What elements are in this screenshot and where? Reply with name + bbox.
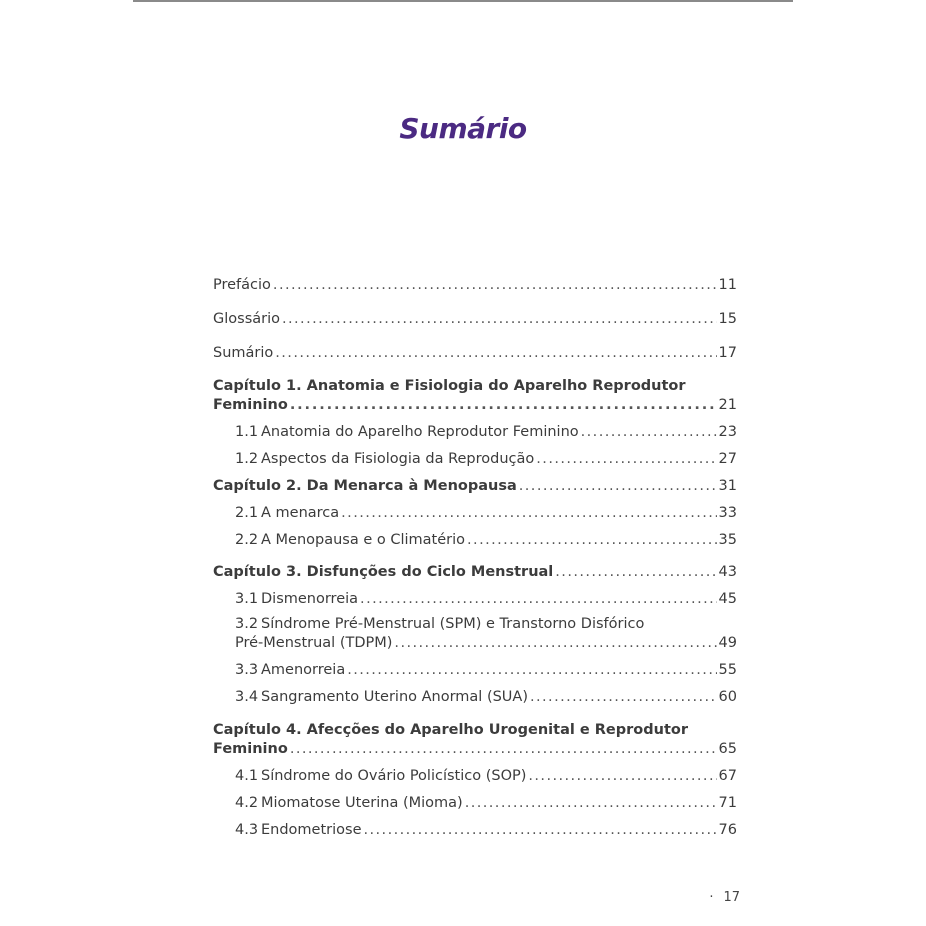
toc-entry-page: 55 <box>718 662 737 678</box>
section-number: 3.3 <box>235 662 259 678</box>
toc-entry-page: 49 <box>718 635 737 651</box>
toc-entry-page: 31 <box>718 478 737 494</box>
toc-entry-label: Glossário <box>213 311 280 327</box>
toc-entry-label: Sumário <box>213 345 274 361</box>
leader-dots <box>290 740 717 758</box>
toc-chapter-3[interactable] <box>213 563 737 581</box>
chapter-title-line2: Feminino <box>213 741 288 757</box>
top-rule <box>133 0 793 2</box>
leader-dots <box>347 661 716 679</box>
leader-dots <box>275 344 716 362</box>
section-number: 1.2 <box>235 451 259 467</box>
section-number: 1.1 <box>235 424 259 440</box>
section-number: 2.1 <box>235 505 259 521</box>
toc-entry-label: Prefácio <box>213 277 271 293</box>
section-label: Aspectos da Fisiologia da Reprodução <box>261 451 535 467</box>
toc-section-3-1[interactable] <box>213 590 737 608</box>
chapter-title-line2-row <box>213 740 737 758</box>
toc-section-4-3[interactable] <box>213 821 737 839</box>
toc-entry-page: 45 <box>718 591 737 607</box>
leader-dots <box>341 504 716 522</box>
toc-chapter-1[interactable] <box>213 376 737 414</box>
section-label-line2-row <box>213 634 737 652</box>
leader-dots <box>364 821 717 839</box>
toc-entry-page: 67 <box>718 768 737 784</box>
toc-section-3-2[interactable] <box>213 615 737 652</box>
toc-entry-page: 21 <box>718 397 737 413</box>
section-label: Amenorreia <box>261 662 346 678</box>
chapter-title: Capítulo 3. Disfunções do Ciclo Menstrual <box>213 564 554 580</box>
leader-dots <box>467 531 717 549</box>
toc-section-1-2[interactable] <box>213 450 737 468</box>
chapter-title-line2-row <box>213 396 737 414</box>
section-label: Anatomia do Aparelho Reprodutor Feminino <box>261 424 579 440</box>
section-label: Endometriose <box>261 822 362 838</box>
section-label: Miomatose Uterina (Mioma) <box>261 795 463 811</box>
toc-chapter-2[interactable] <box>213 477 737 495</box>
toc-section-4-2[interactable] <box>213 794 737 812</box>
section-label-line1-row <box>213 615 737 634</box>
leader-dots <box>519 477 717 495</box>
toc-section-3-3[interactable] <box>213 661 737 679</box>
leader-dots <box>555 563 716 581</box>
section-label: A menarca <box>261 505 340 521</box>
leader-dots <box>530 688 717 706</box>
toc-entry-page: 11 <box>718 277 737 293</box>
toc-entry-prefacio[interactable] <box>213 276 737 294</box>
chapter-title: Capítulo 2. Da Menarca à Menopausa <box>213 478 517 494</box>
toc-entry-page: 71 <box>718 795 737 811</box>
leader-dots <box>581 423 717 441</box>
section-number: 3.4 <box>235 689 259 705</box>
section-label: Dismenorreia <box>261 591 359 607</box>
toc-section-3-4[interactable] <box>213 688 737 706</box>
section-label: Sangramento Uterino Anormal (SUA) <box>261 689 528 705</box>
toc-entry-page: 17 <box>718 345 737 361</box>
section-number: 4.2 <box>235 795 259 811</box>
toc-entry-sumario[interactable] <box>213 344 737 362</box>
section-number: 2.2 <box>235 532 259 548</box>
toc-entry-page: 27 <box>718 451 737 467</box>
chapter-title-line2: Feminino <box>213 397 288 413</box>
leader-dots <box>282 310 717 328</box>
toc-chapter-4[interactable] <box>213 720 737 758</box>
chapter-title-line1: Capítulo 1. Anatomia e Fisiologia do Aparelho Reprodutor <box>213 378 686 394</box>
leader-dots <box>290 396 717 414</box>
leader-dots <box>528 767 716 785</box>
chapter-title-line1: Capítulo 4. Afecções do Aparelho Urogenital e Reprodutor <box>213 722 688 738</box>
section-number: 3.1 <box>235 591 259 607</box>
toc-entry-page: 76 <box>718 822 737 838</box>
table-of-contents <box>213 276 737 839</box>
toc-entry-page: 23 <box>718 424 737 440</box>
section-label: A Menopausa e o Climatério <box>261 532 466 548</box>
section-number: 4.1 <box>235 768 259 784</box>
toc-section-1-1[interactable] <box>213 423 737 441</box>
section-number: 3.2 <box>235 616 259 632</box>
toc-section-4-1[interactable] <box>213 767 737 785</box>
toc-entry-glossario[interactable] <box>213 310 737 328</box>
leader-dots <box>394 634 716 652</box>
page-title: Sumário <box>399 112 527 145</box>
toc-entry-page: 15 <box>718 311 737 327</box>
page-number: 17 <box>723 890 740 905</box>
toc-entry-page: 65 <box>718 741 737 757</box>
section-label-line2: Pré-Menstrual (TDPM) <box>235 635 393 651</box>
footer-separator: · <box>709 890 714 905</box>
leader-dots <box>536 450 716 468</box>
toc-entry-page: 33 <box>718 505 737 521</box>
toc-entry-page: 35 <box>718 532 737 548</box>
leader-dots <box>360 590 717 608</box>
section-label: Síndrome Pré-Menstrual (SPM) e Transtorno Disfórico <box>261 616 645 632</box>
page-footer <box>700 890 740 905</box>
toc-section-2-2[interactable] <box>213 531 737 549</box>
toc-entry-page: 60 <box>718 689 737 705</box>
toc-entry-page: 43 <box>718 564 737 580</box>
toc-section-2-1[interactable] <box>213 504 737 522</box>
leader-dots <box>465 794 717 812</box>
section-label: Síndrome do Ovário Policístico (SOP) <box>261 768 527 784</box>
section-number: 4.3 <box>235 822 259 838</box>
leader-dots <box>273 276 717 294</box>
